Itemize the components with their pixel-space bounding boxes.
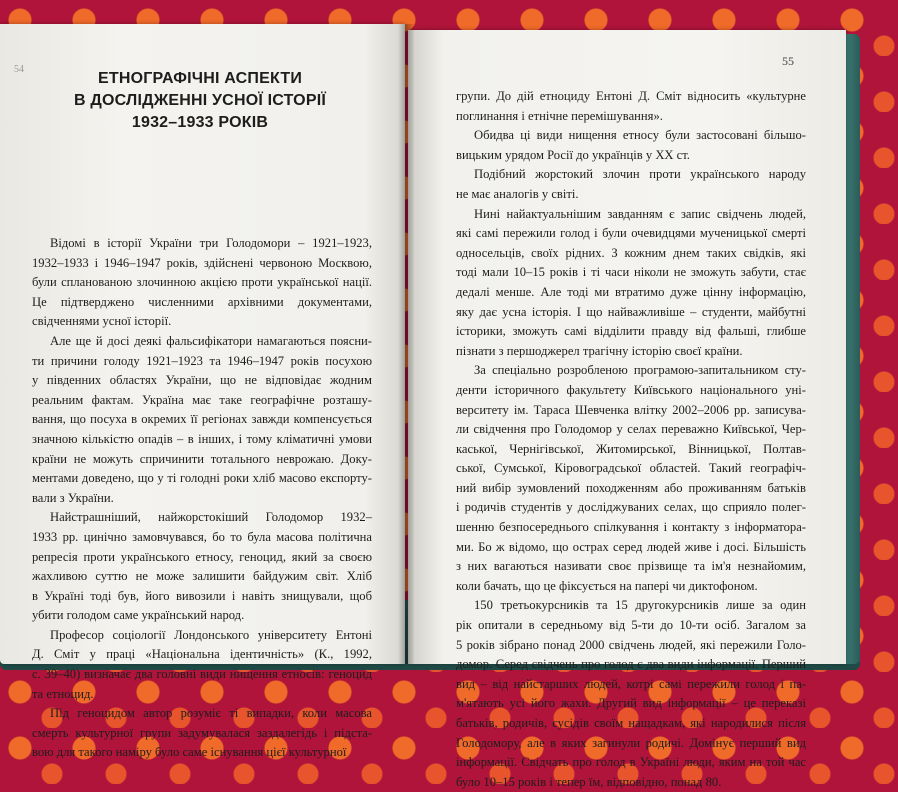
text-line: ської, Сумської, Кіровоградської областей. Такий географіч- [456,461,806,476]
text-line: в Україні тоді був, його вивозили і навіть знищували, щоб [32,588,372,603]
text-line: країни не можуть спричинити тотального неврожаю. Доку- [32,451,372,466]
text-line: реальним фактам. Україна має таке географічне розташу- [32,392,372,407]
right-page-text [456,87,806,792]
text-line: Найстрашніший, найжорстокіший Голодомор 1932– [50,510,372,525]
text-line: жахливою суттю не може залишити байдужим світ. Хліб [32,569,372,584]
text-line: які самі пережили голод і були очевидцями мученицької смерті [456,226,806,241]
text-line: ментами доведено, що у ті голодні роки хліб масово експорту- [32,471,372,486]
text-line: не має аналогів у світі. [456,186,579,201]
text-line: яку дає усна історія. І що найважливіше – студенти, майбутні [456,304,806,319]
text-line: у південних областях України, що не відповідає жодним [32,373,372,388]
right-page-number: 55 [782,54,794,68]
text-line: смерть культурної групи задумувалася заздалегідь і підста- [32,725,372,740]
text-line: шенню безпосереднього спілкування і контакту з інформатора- [456,520,806,535]
text-line: каської, Чернігівської, Житомирської, Вінницької, Полтав- [456,441,806,456]
text-line: ний вибір зумовлений походженням або проживанням батьків [456,480,806,495]
text-line: групи. До дій етноциду Ентоні Д. Сміт відносить «культурне [456,89,806,103]
text-line: коли бачать, що це фіксується на папері чи диктофоном. [456,578,758,593]
text-line: Це підтверджено численними архівними документами, [32,294,372,309]
text-line: з них вагаються називати своє прізвище та ім'я незнайомим, [456,559,806,574]
left-page-number: 54 [14,64,24,75]
text-line: пізнати з першоджерел трагічну історію своєї країни. [456,343,743,358]
chapter-title-line: В ДОСЛІДЖЕННІ УСНОЇ ІСТОРІЇ [74,92,326,109]
text-line: убити голодом саме український народ. [32,608,245,623]
text-line: односельців, своїх рідних. З кожним днем таких свідків, які [456,245,806,260]
text-line: Д. Сміт у праці «Національна ідентичність» (К., 1992, [32,647,372,662]
text-line: вид – від найстарших людей, котрі самі пережили голод і па- [456,676,806,691]
text-line: вали з України. [32,490,114,505]
text-line: значною кількістю опадів – в інших, і тому кліматичні умови [32,431,372,446]
text-line: та етноцид. [32,686,94,701]
text-line: 150 третьокурсників та 15 другокурсників лише за один [474,598,806,613]
text-line: 5 років зібрано понад 2000 свідчень людей, які пережили Голо- [456,637,806,652]
text-line: 1932–1933 і 1946–1947 років, здійснені червоною Москвою, [32,255,372,270]
text-line: ти причини голоду 1921–1923 та 1946–1947 років посухою [32,353,372,368]
text-line: було 10–15 років і тепер їм, відповідно, понад 80. [456,774,722,789]
text-line: с. 39–40) визначає два головні види нищення етносів: геноцид [32,667,372,682]
text-line: м'ятають усі його жахи. Другий вид інформації – це переказі [456,696,806,711]
text-line: ми. Бо ж відомо, що острах серед людей живе і досі. Більшість [456,539,806,554]
text-line: репресія проти українського етносу, геноцид, який за своєю [32,549,372,564]
text-line: інформації. Свідчать про голод в Україні люди, яким на той час [456,755,806,770]
text-line: Але ще й досі деякі фальсифікатори намагаються поясни- [50,333,372,348]
text-line: 1933 рр. цинічно замовчувався, бо то була масова політична [32,529,372,544]
text-line: Обидва ці види нищення етносу були застосовані більшо- [474,128,806,143]
text-line: Під геноцидом автор розуміє ті випадки, коли масова [50,706,372,721]
book-spine-shadow [398,24,414,664]
left-page [0,24,405,760]
text-line: вання, що посуха в окремих її регіонах завжди компенсується [32,412,372,427]
left-page-text [32,234,372,763]
text-line: і родичів студентів у досліджуваних селах, що сприяло полег- [456,500,806,515]
text-line: Професор соціології Лондонського університету Ентоні [50,627,372,642]
text-line: ли свідчення про Голодомор у селах переважно Київської, Чер- [456,422,806,437]
right-page [408,30,846,789]
text-line: вою для такого наміру було саме існування цієї культурної [32,745,347,760]
text-line: Нині найактуальнішим завданням є запис свідчень людей, [474,206,806,221]
text-line: Відомі в історії України три Голодомори – 1921–1923, [50,236,372,250]
text-line: верситету ім. Тараса Шевченка влітку 2002–2006 рр. записува- [456,402,806,417]
text-line: тоді мали 10–15 років і ті часи ніколи не зможуть забути, стає [456,265,806,280]
text-line: рік опитали в середньому від 5-ти до 10-ти осіб. Загалом за [456,618,806,633]
text-line: Подібний жорстокий злочин проти українського народу [474,167,806,182]
text-line: історики, зможуть самі відділити правду від фальші, глибше [456,324,806,339]
text-line: були спланованою злочинною акцією проти української нації. [32,275,372,290]
text-line: За спеціально розробленою програмою-запитальником сту- [474,363,806,378]
chapter-title-line: 1932–1933 РОКІВ [131,114,269,131]
text-line: дедалі менше. Але тоді ми втратимо дуже цінну інформацію, [456,284,806,299]
text-line: поглинання і етнічне перемішування». [456,108,663,123]
text-line: батьків, родичів, сусідів своїм нащадкам, які народилися після [456,716,806,730]
text-line: вицьким урядом Росії до українців у XX ст. [456,147,690,162]
chapter-title-line: ЕТНОГРАФІЧНІ АСПЕКТИ [97,70,303,87]
text-line: свідченнями усної історії. [32,314,172,329]
text-line: денти історичного факультету Київського національного уні- [456,382,806,397]
text-line: Голодомору, але в яких загинули родичі. Домінує перший вид [456,735,806,750]
text-line: домор. Серед свідчень про голод є два види інформації. Перший [456,657,806,672]
chapter-title [70,68,330,134]
